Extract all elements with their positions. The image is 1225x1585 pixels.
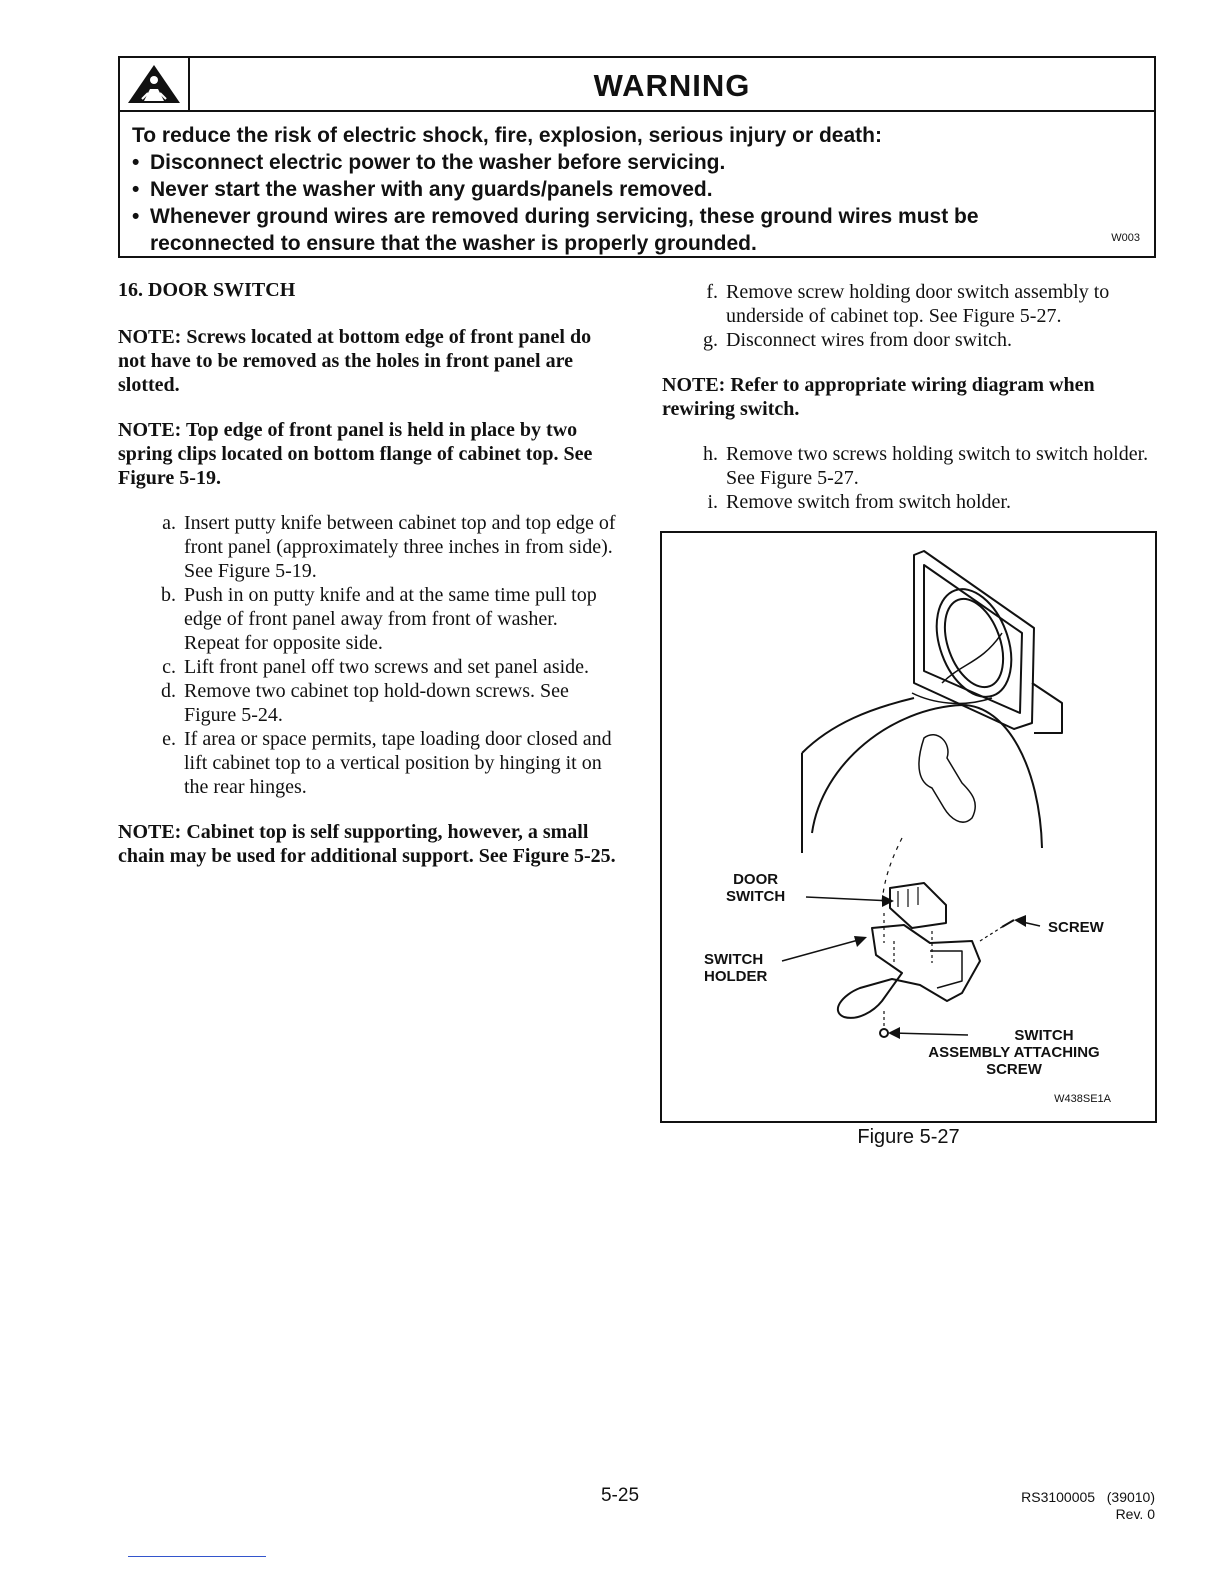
warning-triangle-icon	[126, 63, 182, 105]
list-item: e. If area or space permits, tape loading door closed and lift cabinet top to a vertical position by hinging it on the rear hinges.	[162, 728, 612, 798]
warning-code: W003	[1111, 232, 1140, 244]
door-window	[923, 579, 1025, 708]
list-item: b. Push in on putty knife and at the same time pull top edge of front panel away from front of washer. Repeat for opposite side.	[161, 584, 597, 654]
list-item: a. Insert putty knife between cabinet top and top edge of front panel (approximately three inches in from side). See Figure 5-19.	[162, 512, 616, 582]
figure-caption: Figure 5-27	[857, 1126, 960, 1148]
warning-bullet: • Whenever ground wires are removed during servicing, these ground wires must be	[132, 205, 979, 228]
attaching-screw-callout: SWITCH ASSEMBLY ATTACHING SCREW	[928, 1027, 1100, 1078]
warning-continuation: reconnected to ensure that the washer is properly grounded.	[150, 232, 757, 255]
warning-header	[120, 58, 1154, 112]
warning-bullet: • Disconnect electric power to the washer before servicing.	[132, 151, 726, 174]
screw-callout: SCREW	[1048, 919, 1104, 936]
list-item: d. Remove two cabinet top hold-down screws. See Figure 5-24.	[161, 680, 569, 726]
left-column	[118, 278, 618, 889]
steps-list	[662, 280, 1162, 352]
warning-title: WARNING	[593, 68, 751, 103]
list-item: h. Remove two screws holding switch to switch holder. See Figure 5-27.	[703, 443, 1149, 489]
right-column	[662, 280, 1162, 535]
warning-box	[118, 56, 1156, 258]
list-item: i. Remove switch from switch holder.	[707, 491, 1011, 513]
section-title: 16. DOOR SWITCH	[118, 279, 296, 301]
document-reference: RS3100005 (39010) Rev. 0	[1021, 1489, 1155, 1522]
page-number: 5-25	[600, 1485, 640, 1506]
note-slotted-holes: NOTE: Screws located at bottom edge of front panel do not have to be removed as the holes in front panel are slotted.	[118, 326, 592, 396]
steps-list	[662, 442, 1162, 514]
figure-5-27	[660, 531, 1157, 1123]
list-item: f. Remove screw holding door switch assembly to underside of cabinet top. See Figure 5-27.	[706, 281, 1110, 327]
warning-intro: To reduce the risk of electric shock, fire, explosion, serious injury or death:	[132, 124, 882, 147]
bottom-rule	[128, 1556, 266, 1557]
list-item: c. Lift front panel off two screws and set panel aside.	[162, 656, 590, 678]
warning-icon-cell	[120, 58, 190, 110]
warning-body	[132, 122, 1142, 257]
list-item: g. Disconnect wires from door switch.	[703, 329, 1013, 351]
note-spring-clips: NOTE: Top edge of front panel is held in place by two spring clips located on bottom flange of cabinet top. See Figure 5-19.	[118, 419, 593, 489]
figure-code: W438SE1A	[1054, 1093, 1111, 1105]
note-wiring-diagram: NOTE: Refer to appropriate wiring diagram when rewiring switch.	[662, 374, 1095, 420]
steps-list	[118, 511, 618, 799]
switch-holder-callout: SWITCH HOLDER	[704, 951, 768, 985]
door-switch-callout: DOOR SWITCH	[726, 871, 786, 905]
warning-bullet: • Never start the washer with any guards/panels removed.	[132, 178, 713, 201]
note-self-supporting: NOTE: Cabinet top is self supporting, however, a small chain may be used for additional support. See Figure 5-25.	[118, 821, 616, 867]
